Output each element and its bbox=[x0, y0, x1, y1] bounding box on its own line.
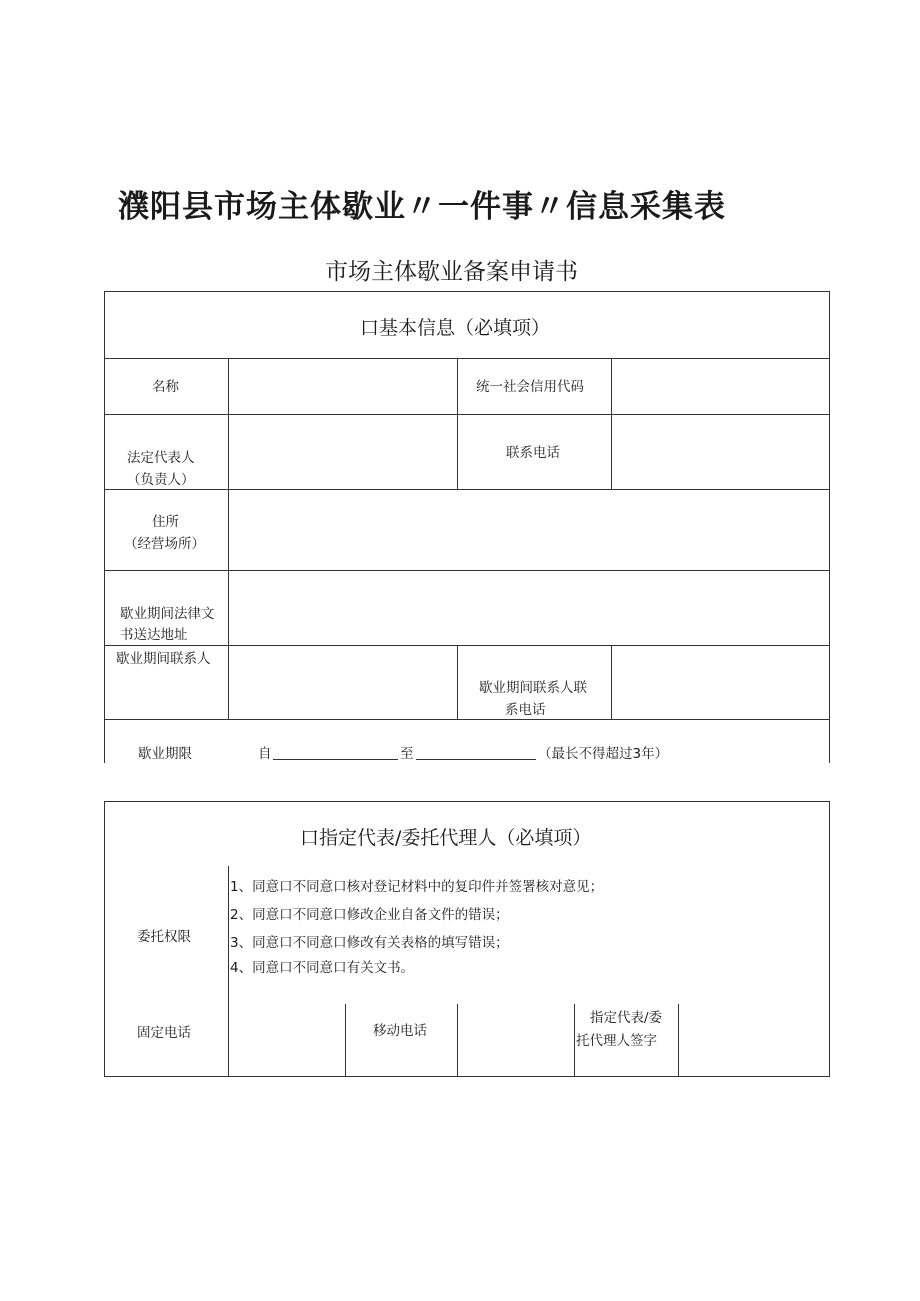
table-divider bbox=[457, 358, 458, 490]
contact-label: 歇业期间联系人 bbox=[116, 651, 211, 667]
authority-item: 1、同意口不同意口核对登记材料中的复印件并签署核对意见； bbox=[230, 879, 604, 895]
term-note: （最长不得超过3年） bbox=[538, 746, 669, 762]
mobile-field[interactable] bbox=[458, 1005, 574, 1076]
legal-doc-address-label: 歇业期间法律文 bbox=[120, 606, 215, 622]
page-title: 濮阳县市场主体歇业〃一件事〃信息采集表 bbox=[118, 189, 726, 225]
table-divider bbox=[457, 645, 458, 720]
legal-doc-address-label-sub: 书送达地址 bbox=[120, 627, 188, 643]
credit-code-field[interactable] bbox=[612, 359, 829, 414]
name-field[interactable] bbox=[229, 359, 457, 414]
table-divider bbox=[104, 719, 830, 720]
authority-item: 2、同意口不同意口修改企业自备文件的错误； bbox=[230, 907, 509, 923]
table-border bbox=[829, 291, 830, 763]
table-border bbox=[104, 291, 105, 763]
table-border bbox=[104, 1076, 830, 1077]
term-from-label: 自 bbox=[258, 746, 272, 762]
term-to-label: 至 bbox=[400, 746, 414, 762]
contact-field[interactable] bbox=[229, 646, 457, 719]
fixed-phone-field[interactable] bbox=[229, 1005, 345, 1076]
contact-phone-label: 歇业期间联系人联 bbox=[479, 680, 587, 696]
table-border bbox=[104, 801, 105, 1077]
table-border bbox=[104, 291, 830, 292]
credit-code-label: 统一社会信用代码 bbox=[476, 379, 584, 395]
contact-phone-field[interactable] bbox=[612, 646, 829, 719]
name-label: 名称 bbox=[152, 379, 179, 395]
term-end-field[interactable] bbox=[416, 745, 536, 760]
address-field[interactable] bbox=[229, 490, 829, 570]
legal-rep-field[interactable] bbox=[229, 415, 457, 489]
signature-field[interactable] bbox=[679, 1005, 829, 1076]
phone-label: 联系电话 bbox=[506, 445, 560, 461]
term-start-field[interactable] bbox=[273, 745, 398, 760]
address-label-sub: （经营场所） bbox=[124, 536, 205, 552]
mobile-label: 移动电话 bbox=[373, 1023, 427, 1039]
phone-field[interactable] bbox=[612, 415, 829, 489]
signature-label: 指定代表/委 bbox=[590, 1010, 663, 1026]
signature-label-sub: 托代理人签字 bbox=[576, 1033, 657, 1049]
address-label: 住所 bbox=[152, 514, 179, 530]
fixed-phone-label: 固定电话 bbox=[137, 1025, 191, 1041]
legal-doc-address-field[interactable] bbox=[229, 571, 829, 645]
table-divider bbox=[574, 1004, 575, 1077]
basic-info-header: 口基本信息（必填项） bbox=[360, 317, 551, 339]
legal-rep-label: 法定代表人 bbox=[127, 450, 195, 466]
table-border bbox=[829, 801, 830, 1077]
table-divider bbox=[345, 1004, 346, 1077]
authority-item: 3、同意口不同意口修改有关表格的填写错误； bbox=[230, 935, 509, 951]
contact-phone-label-sub: 系电话 bbox=[505, 702, 546, 718]
agent-header: 口指定代表/委托代理人（必填项） bbox=[300, 827, 592, 849]
legal-rep-label-sub: （负责人） bbox=[127, 472, 195, 488]
page-subtitle: 市场主体歇业备案申请书 bbox=[325, 259, 578, 285]
authority-item: 4、同意口不同意口有关文书。 bbox=[230, 960, 415, 976]
authority-label: 委托权限 bbox=[137, 929, 191, 945]
table-border bbox=[104, 801, 830, 802]
term-label: 歇业期限 bbox=[138, 746, 192, 762]
